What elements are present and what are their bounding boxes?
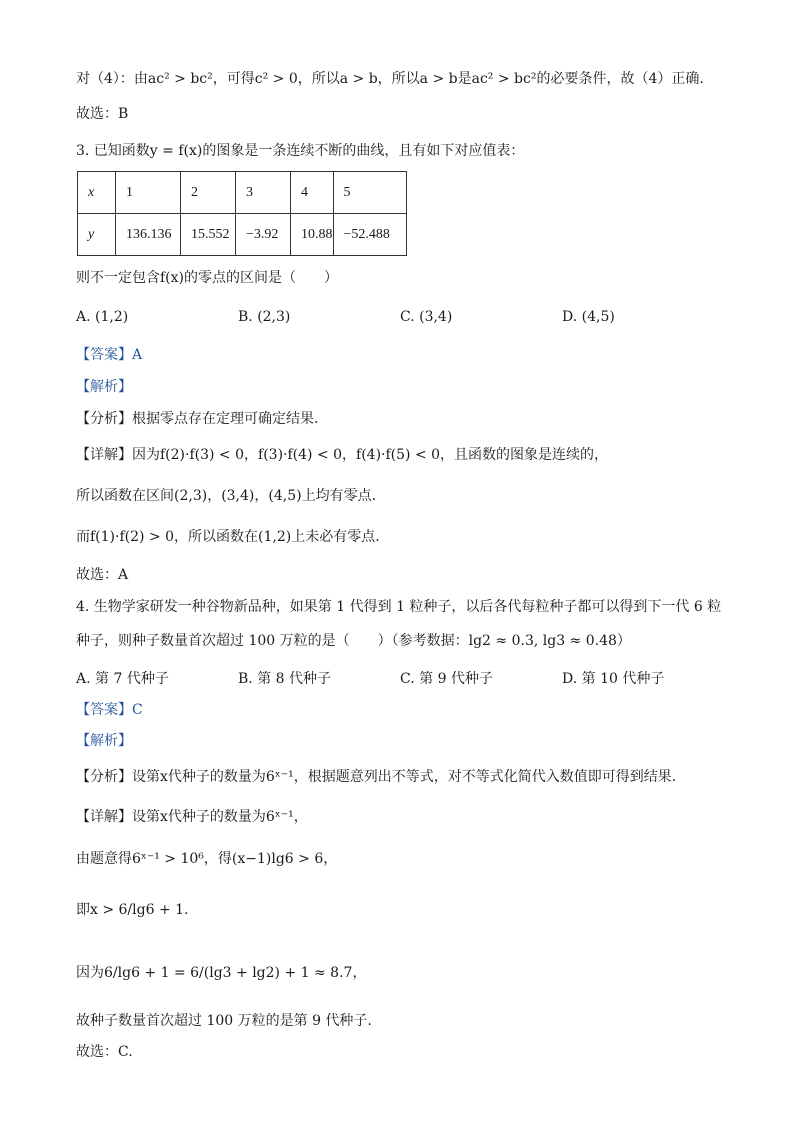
q4-stem-1: 4. 生物学家研发一种谷物新品种，如果第 1 代得到 1 粒种子，以后各代每粒种子都可以得到下一代 6 粒: [76, 599, 722, 615]
q3-line3: 而f(1)·f(2) > 0，所以函数在(1,2)上未必有零点.: [76, 529, 380, 545]
q4-stem-2: 种子，则种子数量首次超过 100 万粒的是（ ）（参考数据：lg2 ≈ 0.3, lg3 ≈ 0.48）: [76, 633, 631, 649]
table-header-x: x: [78, 172, 116, 214]
q4-xiangjie: 【详解】设第x代种子的数量为6ˣ⁻¹，: [76, 809, 308, 825]
q3-choice: 故选：A: [76, 567, 129, 583]
q4-line4: 故种子数量首次超过 100 万粒的是第 9 代种子.: [76, 1013, 372, 1029]
q4-line1: 由题意得6ˣ⁻¹ > 10⁶，得(x−1)lg6 > 6，: [76, 851, 338, 867]
q3-line2: 所以函数在区间(2,3)，(3,4)，(4,5)上均有零点.: [76, 488, 377, 504]
q3-value-table: [77, 171, 407, 256]
table-cell: −3.92: [236, 214, 291, 256]
q3-answer: 【答案】A: [76, 347, 143, 363]
q4-option-d[interactable]: D. 第 10 代种子: [562, 671, 665, 687]
q3-analysis-label: 【解析】: [76, 379, 132, 395]
table-cell: 10.88: [291, 214, 334, 256]
q4-analysis-label: 【解析】: [76, 733, 132, 749]
table-cell: 5: [333, 172, 406, 214]
q4-line2: 即x > 6/lg6 + 1.: [76, 902, 189, 918]
table-header-y: y: [78, 214, 116, 256]
q2-choice: 故选：B: [76, 106, 129, 122]
q4-line3: 因为6/lg6 + 1 = 6/(lg3 + lg2) + 1 ≈ 8.7，: [76, 965, 367, 981]
table-cell: −52.488: [333, 214, 406, 256]
q4-answer: 【答案】C: [76, 702, 143, 718]
q4-choice: 故选：C.: [76, 1044, 133, 1060]
q3-fenxi: 【分析】根据零点存在定理可确定结果.: [76, 411, 319, 427]
table-row: [78, 172, 407, 214]
q3-option-d[interactable]: D. (4,5): [562, 309, 615, 325]
q3-question: 则不一定包含f(x)的零点的区间是（ ）: [76, 270, 338, 286]
table-cell: 136.136: [116, 214, 181, 256]
q4-option-a[interactable]: A. 第 7 代种子: [76, 671, 169, 687]
q3-option-a[interactable]: A. (1,2): [76, 309, 129, 325]
q4-fenxi: 【分析】设第x代种子的数量为6ˣ⁻¹，根据题意列出不等式，对不等式化简代入数值即可得到结果.: [76, 769, 677, 785]
q3-stem: 3. 已知函数y = f(x)的图象是一条连续不断的曲线，且有如下对应值表：: [76, 143, 525, 159]
table-cell: 3: [236, 172, 291, 214]
q4-option-c[interactable]: C. 第 9 代种子: [400, 671, 493, 687]
q4-option-b[interactable]: B. 第 8 代种子: [238, 671, 331, 687]
table-row: [78, 214, 407, 256]
table-cell: 15.552: [181, 214, 236, 256]
table-cell: 1: [116, 172, 181, 214]
q2-condition-4: 对（4）：由ac² > bc²，可得c² > 0，所以a > b，所以a > b是ac² > bc²的必要条件，故（4）正确.: [76, 71, 704, 87]
q3-xiangjie: 【详解】因为f(2)·f(3) < 0，f(3)·f(4) < 0，f(4)·f(5) < 0，且函数的图象是连续的，: [76, 447, 609, 463]
q3-option-b[interactable]: B. (2,3): [238, 309, 291, 325]
q3-option-c[interactable]: C. (3,4): [400, 309, 453, 325]
table-cell: 4: [291, 172, 334, 214]
table-cell: 2: [181, 172, 236, 214]
